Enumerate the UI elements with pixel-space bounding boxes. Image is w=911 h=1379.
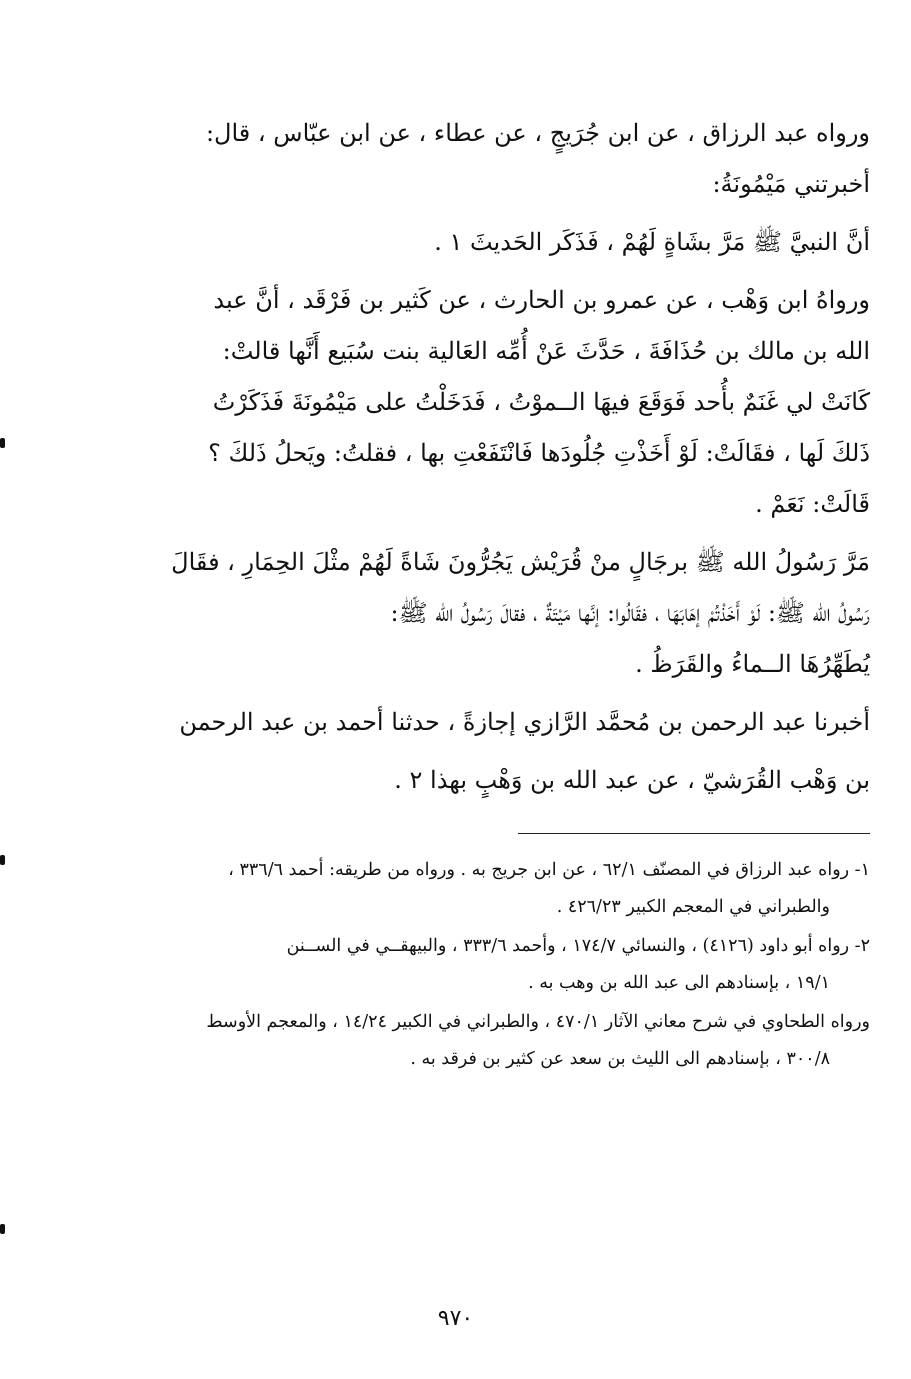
footnote-line: ورواه الطحاوي في شرح معاني الآثار ٤٧٠/١ ، والطبراني في الكبير ١٤/٢٤ ، والمعجم الأوسط	[206, 1012, 870, 1032]
page-number: ٩٧٠	[437, 1306, 474, 1331]
text-line: الله بن مالك بن حُذَافَةَ ، حَدَّثَ عَنْ أُمِّه العَالية بنت سُبَيع أَنَّها قالتْ:	[222, 337, 870, 365]
text-line: أخبرنا عبد الرحمن بن مُحمَّد الرَّازي إجازةً ، حدثنا أحمد بن عبد الرحمن	[179, 708, 870, 736]
margin-mark	[0, 1224, 5, 1234]
margin-mark	[0, 855, 5, 865]
footnote-line: والطبراني في المعجم الكبير ٤٢٦/٢٣ .	[556, 896, 830, 917]
text-line: رَسُولُ الله ﷺ: لَوْ أَخَذْتُمْ إهَابَهَا ، فقَالُوا: إنَّها مَيْتَةٌ ، فقالَ رَسُولُ الله ﷺ:	[390, 599, 870, 627]
text-line: بن وَهْب القُرَشيّ ، عن عبد الله بن وَهْبٍ بهذا ٢ .	[394, 766, 870, 794]
footnote-line: ١٩/١ ، بإسنادهم الى عبد الله بن وهب به .	[528, 972, 830, 993]
footnote-line: ٢- رواه أبو داود (٤١٢٦) ، والنسائي ١٧٤/٧ ، وأحمد ٣٣٣/٦ ، والبيهقــي في الســنن	[286, 936, 870, 956]
footnote-divider	[518, 833, 870, 834]
main-text	[78, 108, 870, 806]
text-line: ورواه عبد الرزاق ، عن ابن جُرَيجٍ ، عن عطاء ، عن ابن عبّاس ، قال:	[205, 119, 870, 147]
text-line: أنَّ النبيَّ ﷺ مَرَّ بشَاةٍ لَهُمْ ، فَذَكَر الحَديثَ ١ .	[434, 228, 870, 256]
footnote-line: ١- رواه عبد الرزاق في المصنّف ٦٢/١ ، عن ابن جريج به . ورواه من طريقه: أحمد ٣٣٦/٦ ،	[228, 860, 870, 880]
text-line: ذَلكَ لَها ، فقَالَتْ: لَوْ أَخَذْتِ جُلُودَها فَانْتَفَعْتِ بها ، فقلتُ: ويَحلُ ذَلكَ ؟	[208, 439, 870, 467]
text-line: مَرَّ رَسُولُ الله ﷺ برجَالٍ منْ قُرَيْش يَجُرُّونَ شَاةً لَهُمْ مثْلَ الحِمَارِ ، فقَالَ	[171, 548, 870, 576]
footnote-line: ٣٠٠/٨ ، بإسنادهم الى الليث بن سعد عن كثير بن فرقد به .	[410, 1048, 830, 1069]
margin-mark	[0, 438, 5, 448]
text-line: أخبرتني مَيْمُونَةُ:	[712, 170, 870, 198]
footnotes	[78, 852, 870, 1077]
text-line: قَالَتْ: نَعَمْ .	[755, 490, 870, 518]
text-line: ورواهُ ابن وَهْب ، عن عمرو بن الحارث ، عن كَثير بن فَرْقَد ، أنَّ عبد	[213, 286, 870, 314]
text-line: كَانَتْ لي غَنَمٌ بأُحد فَوَقَعَ فيهَا الــموْتُ ، فَدَخَلْتُ على مَيْمُونَةَ فَذَكَرْتُ	[212, 388, 870, 416]
text-line: يُطَهِّرُهَا الــماءُ والقَرَظُ .	[635, 650, 870, 678]
